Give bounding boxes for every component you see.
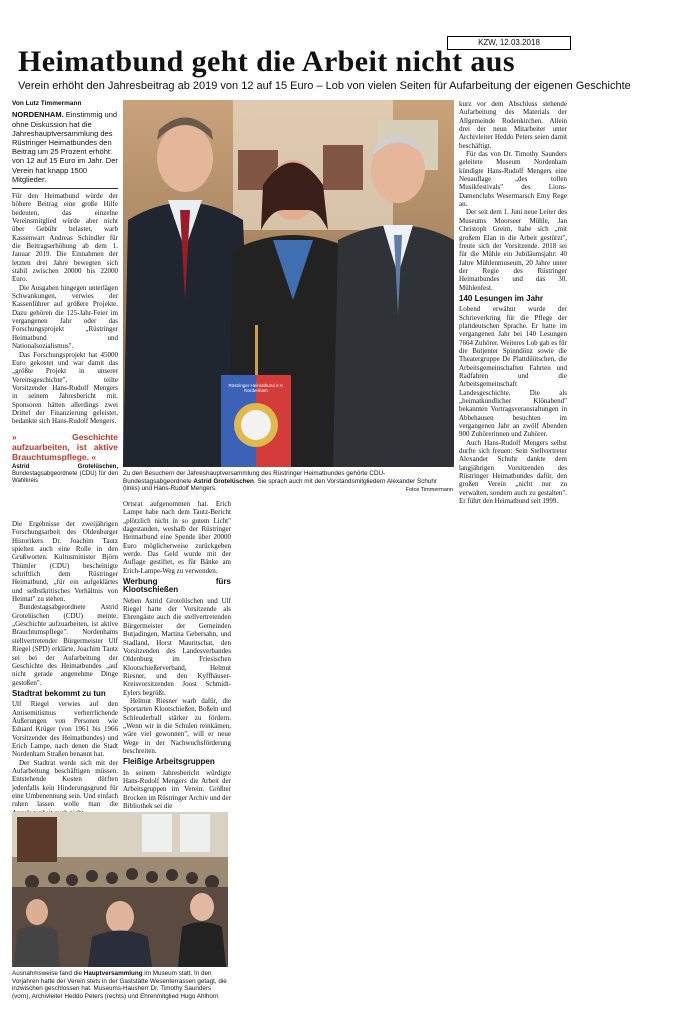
- main-caption-pre: Zu den Besuchern der Jahreshauptversammlung des Rüstringer Heimatbundes gehörte CDU-Bundestagsabgeordnete: [123, 470, 386, 485]
- dateline: NORDENHAM.: [12, 110, 64, 120]
- column-2-body-b: [123, 597, 231, 756]
- column-1-top: [12, 100, 118, 485]
- photo-credit: Fotos Timmermann: [405, 487, 453, 493]
- bottom-caption-bold: Hauptversammlung: [83, 970, 143, 977]
- paragraph: Für den Heimatbund würde der höhere Beitrag eine große Hilfe bedeuten, das einzelne Vereinsmitglied würde aber nicht über Gebühr belastet, warb Kassenwart Andreas Schindler für die Beitragserhöhung ab dem 1. Januar 2019. Die Einnahmen der letzten drei Jahre bewegten sich stabil zwischen 20000 bis 22000 Euro.: [12, 191, 118, 284]
- pull-quote-source-name: Astrid Grotelüschen,: [12, 463, 118, 470]
- subheading-arbeitsgruppen: Fleißige Arbeitsgruppen: [123, 757, 215, 767]
- paragraph: Für das von Dr. Timothy Saunders geleitete Museum Nordenham kündigte Hans-Rudolf Mengers eine Neuauflage „des tollen Musikfestivals" des Lions-Damenclubs Wesermarsch Emy Rege an.: [459, 150, 567, 209]
- banner-text: Rüstringer Heimatbund e.V. Nordenham: [228, 383, 284, 393]
- lead-paragraph: [12, 110, 118, 184]
- paragraph: Auch Hans-Rudolf Mengers selbst durfte sich freuen: Sein Stellvertreter Alexander Schuhr dankte dem langjährigen Vorsitzenden des Rüstringer Heimatbundes dafür, den großen Verein „nicht nur zu verwalten, sondern auch zu gestalten". Er führt den Heimatbund seit 1999.: [459, 438, 567, 506]
- lead-divider: [12, 188, 118, 189]
- subheadline: Verein erhöht den Jahresbeitrag ab 2019 von 12 auf 15 Euro – Lob von vielen Seiten für Aufarbeitung der eigenen Geschichte: [18, 80, 631, 92]
- column-3-body: [459, 100, 567, 292]
- paragraph: Helmut Riesner warb dafür, die Sportarten Klootschießen, Boßeln und Schleuderball stärker zu fördern. „Wenn wir in die Schulen reinkämen, wäre viel gewonnen", will er neue Wege in der Nachwuchsförderung beschreiten.: [123, 696, 231, 755]
- column-3: [459, 100, 567, 506]
- paragraph: Neben Astrid Grotelüschen und Ulf Riegel hatte der Vorsitzende als Ehrengäste auch die stellvertretenden Bürgermeister der Gemeinden Butjadingen, Martina Gebersahn, und Stadland, Horst Mauritschat, den Vorsitzenden des Landesverbandes Oldenburg im Friesischen Klootschießerverband, Helmut Riesner, und den Kyffhäuser-Kreisvorsitzenden Joost Schmidt-Eylers begrüßt.: [123, 596, 231, 697]
- column-2: [123, 500, 231, 810]
- column-1-body: [12, 192, 118, 426]
- lead-text: Einstimmig und ohne Diskussion hat die Jahreshauptversammlung des Rüstringer Heimatbundes den Beitrag um 25 Prozent erhöht: von 12 auf 15 Euro im Jahr. Der Verein hat knapp 1500 Mitglieder.: [12, 110, 118, 184]
- main-caption-post: . Sie sprach auch mit den Vorstandsmitgliedern Alexander Schuhr (links) und Hans-Rudolf Mengers.: [123, 477, 437, 493]
- paragraph: Die Ergebnisse der zweijährigen Forschungsarbeit des Oldenburger Historikers Dr. Joachim Tautz spielten auch eine Rolle in den Grußworten. Kultusminister Björn Thümler (CDU) bescheinigte schriftlich dem Rüstringer Heimatbund, „für ein aufgeklärtes und selbstkritisches Verhältnis von Heimat" zu stehen.: [12, 520, 118, 604]
- assembly-photo: [12, 812, 228, 967]
- paragraph: Die Ausgaben hingegen unterlägen Schwankungen, verwies der Kassenführer auf größere Projekte. Dazu gehören die 125-Jahr-Feier im vergangenen Jahr oder das Forschungsprojekt „Rüstringer Heimatbund und Nationalsozialismus".: [12, 283, 118, 351]
- main-photo-image: [123, 100, 454, 467]
- paragraph: Ortsrat aufgenommen hat. Erich Lampe habe nach dem Tautz-Bericht „plötzlich nicht in so gutem Licht" dagestanden, weshalb der Rüstringer Heimatbund eine Spende über 20000 Euro möglicherweise zurückgeben werde. Das Geld wurde mit der Auflage gestiftet, es für Bänke am Erich-Lampe-Weg zu verwenden.: [123, 500, 231, 575]
- source-date-stamp: KZW, 12.03.2018: [447, 36, 571, 50]
- assembly-photo-image: [12, 812, 228, 967]
- pull-quote-text: » Geschichte aufzuarbeiten, ist aktive Brauchtumspflege. «: [12, 431, 118, 462]
- paragraph: Bundestagsabgeordnete Astrid Grotelüschen (CDU) meinte, „Geschichte aufzuarbeiten, ist aktive Brauchtumspflege". Nordenhams stellvertretender Bürgermeister Ulf Riegel (SPD) erklärte, Joachim Tautz sei bei der Aufarbeitung der Geschichte des Heimatbundes „auf nicht gerade angenehme Dinge gestoßen".: [12, 603, 118, 687]
- paragraph: In seinem Jahresbericht würdigte Hans-Rudolf Mengers die Arbeit der Arbeitsgruppen im Verein. Größter Brocken im Rüstringer Archiv und der Bibliothek sei die: [123, 768, 231, 811]
- paragraph: Lobend erwähnt wurde der Schrieverkring für die Pflege der plattdeutschen Sprache. Er hatte im vergangenen Jahr bei 140 Lesungen 7664 Zuhörer. Weiteres Lob gab es für die Butjenter Spinndönz sowie die Theatergruppe De Plattdüütschen, die Arbeitsgemeinschaften Fahrten und Radfahren und die Arbeitsgemeinschaft Landesgeschichte. Die als „heimatkundlicher Klönabend" bekannten Vortragsveranstaltungen in Abbehausen besuchten im vergangenen Jahr an zwölf Abenden 900 Zuhörerinnen und Zuhörer.: [459, 305, 567, 439]
- pull-quote-source: [12, 464, 118, 485]
- byline: Von Lutz Timmermann: [12, 100, 82, 107]
- paragraph: Das Forschungsprojekt hat 45000 Euro gekostet und war damit das „größte Projekt in unserer Vereinsgeschichte", teilte Vorsitzender Hans-Rudolf Mengers in seinem Jahresbericht mit. Sponsoren hätten allerdings zwei Drittel der Finanzierung geleistet, bedankte sich Hans-Rudolf Mengers.: [12, 350, 118, 426]
- subheading-klootschiessen: Werbung fürs Klootschießen: [123, 577, 231, 595]
- subheading-stadtrat: Stadtrat bekommt zu tun: [12, 688, 106, 698]
- pull-quote-source-role: Bundestagsabgeordnete (CDU) für den Wahlkreis: [12, 470, 118, 484]
- paragraph: kurz vor dem Abschluss stehende Aufarbeitung des Materials der Allgemeinde Rodenkirchen. Allein drei der neun Mitarbeiter unter Archivleiter Heddo Peters seien damit beschäftigt.: [459, 100, 567, 150]
- headline: Heimatbund geht die Arbeit nicht aus: [18, 45, 515, 78]
- pull-quote: [12, 432, 118, 485]
- assembly-photo-caption: [12, 970, 230, 1000]
- column-1-continued: [12, 520, 118, 850]
- subheading-lesungen: 140 Lesungen im Jahr: [459, 293, 544, 303]
- paragraph: Ulf Riegel verwies auf den Antisemitismus verherrlichende Äußerungen von Personen wie Eduard Krüger (von 1961 bis 1966 Vorsitzender des Heimatbundes) und Erich Lampe, nach denen die Stadt Nordenham Straßen benannt hat.: [12, 700, 118, 759]
- paragraph: Der Stadtrat werde sich mit der Aufarbeitung beschäftigen müssen. Entstehende Kosten dürften jedenfalls kein Hinderungsgrund für eine Umbenennung sein. Und einfach ruhen lassen wolle man die: [12, 758, 118, 809]
- main-caption-bold: Astrid Grotelüschen: [193, 477, 254, 485]
- main-photo: [123, 100, 454, 467]
- column-2-body: [123, 500, 231, 575]
- column-1-body-b: [12, 520, 118, 687]
- bottom-caption-post: im Museum statt. In den Vorjahren hatte der Verein stets in der Gaststätte Wesenterrassen getagt, die inzwischen geschlossen hat. Museums-Hausherr Dr. Timothy Saunders (vorn), Archivleiter Heddo Peters (rechts) und Ehrenmitglied Hugo Ahlhorn: [12, 970, 227, 1000]
- paragraph: Der seit dem 1. Juni neue Leiter des Museums Moorseer Mühle, Jan Christoph Greim, habe sich „mit großem Elan in die Arbeit gestürzt", freute sich der Vorsitzende. 2018 sei für die Mühle ein Jubiläumsjahr: 40 Jahre Mühlenmuseum, 20 Jahre unter der Regie des Rüstringer Heimatbundes und das 30. Mühlenfest.: [459, 208, 567, 292]
- bottom-caption-pre: Ausnahmsweise fand die: [12, 970, 84, 977]
- column-2-body-c: [123, 769, 231, 811]
- column-3-body-b: [459, 305, 567, 505]
